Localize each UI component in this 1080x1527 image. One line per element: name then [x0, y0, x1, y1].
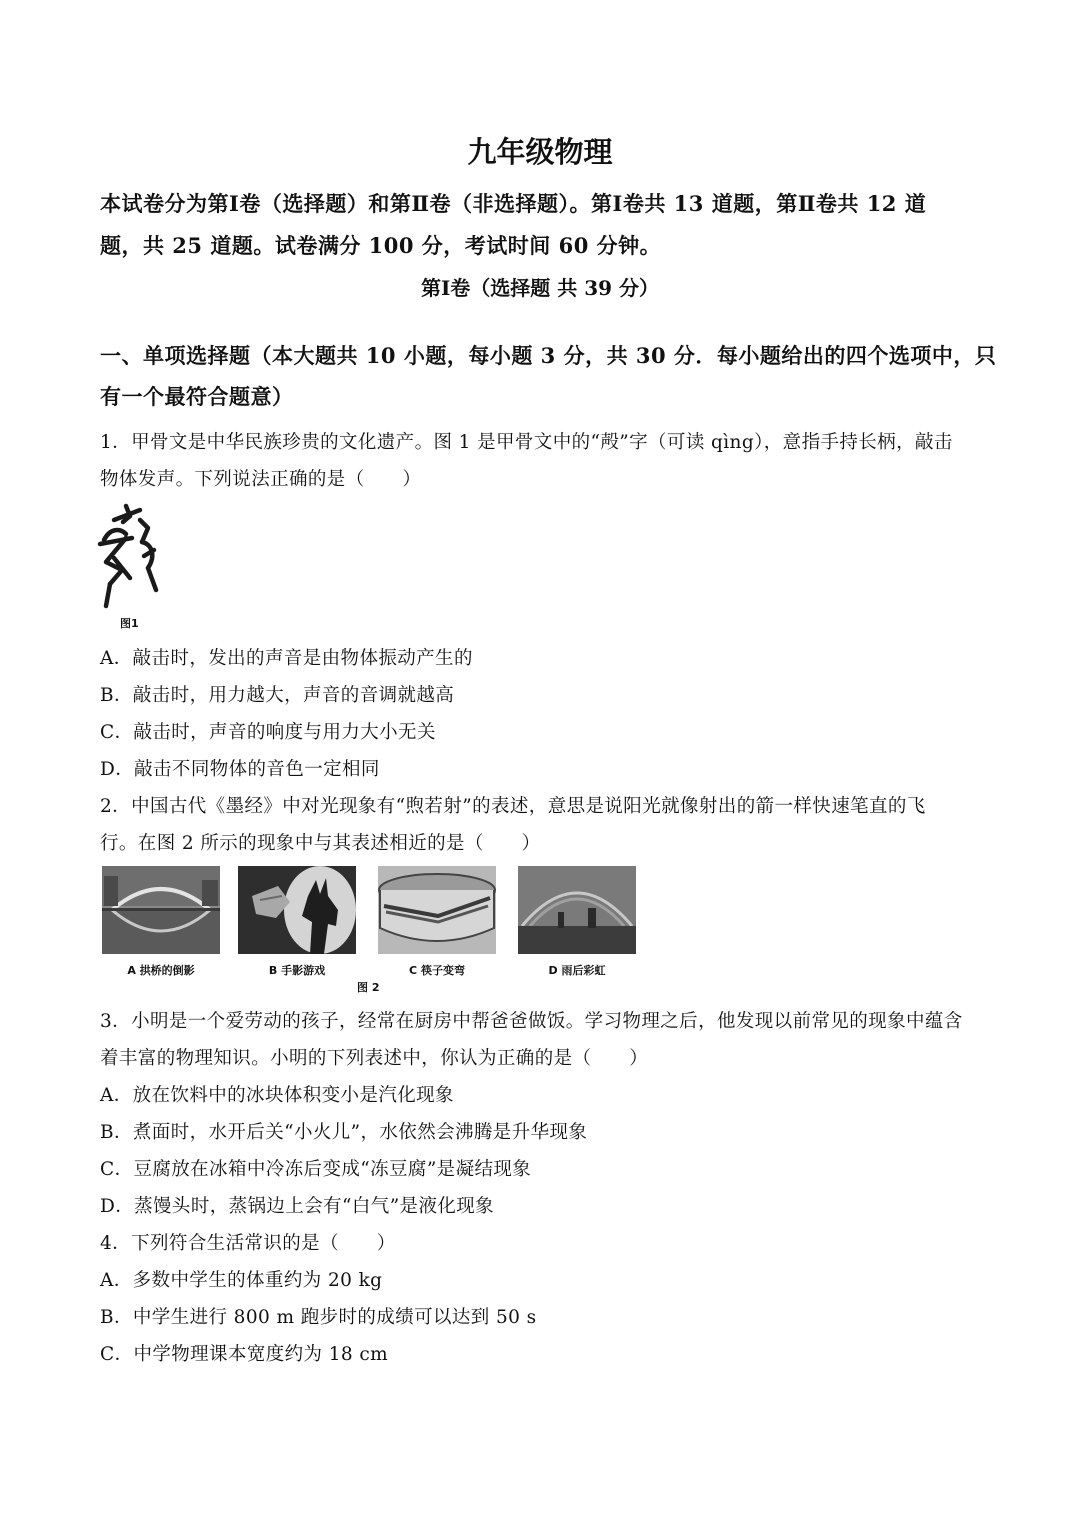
intro-line-1: 本试卷分为第Ⅰ卷（选择题）和第Ⅱ卷（非选择题）。第Ⅰ卷共 13 道题，第Ⅱ卷共 12 道	[100, 191, 927, 216]
figure-2-label: 图 2	[357, 981, 380, 994]
q1-stem-line-1: 1．甲骨文是中华民族珍贵的文化遗产。图 1 是甲骨文中的“殸”字（可读 qìng），意指手持长柄，敲击	[100, 432, 953, 453]
q1-option-b: B．敲击时，用力越大，声音的音调就越高	[100, 685, 455, 706]
figure-1-label: 图1	[120, 617, 139, 630]
q4-stem: 4．下列符合生活常识的是（ ）	[100, 1233, 396, 1254]
photo-label-b: B 手影游戏	[268, 964, 326, 977]
hand-shadow-photo	[238, 866, 356, 954]
page-title: 九年级物理	[467, 135, 613, 169]
photo-label-d: D 雨后彩虹	[548, 964, 606, 977]
q3-option-d: D．蒸馒头时，蒸锅边上会有“白气”是液化现象	[100, 1196, 495, 1217]
section1-line-2: 有一个最符合题意）	[100, 384, 294, 409]
intro-line-2: 题，共 25 道题。试卷满分 100 分，考试时间 60 分钟。	[100, 233, 662, 258]
q2-stem-line-1: 2．中国古代《墨经》中对光现象有“煦若射”的表述，意思是说阳光就像射出的箭一样快速笔直的飞	[100, 796, 926, 817]
photo-label-a: A 拱桥的倒影	[127, 964, 195, 977]
photo-label-c: C 筷子变弯	[409, 964, 465, 977]
q2-stem-line-2: 行。在图 2 所示的现象中与其表述相近的是（ ）	[100, 833, 541, 854]
q3-stem-line-2: 着丰富的物理知识。小明的下列表述中，你认为正确的是（ ）	[100, 1048, 649, 1069]
q1-stem-line-2: 物体发声。下列说法正确的是（ ）	[100, 469, 422, 490]
q1-option-d: D．敲击不同物体的音色一定相同	[100, 759, 380, 780]
q3-option-c: C．豆腐放在冰箱中冷冻后变成“冻豆腐”是凝结现象	[100, 1159, 532, 1180]
q1-option-a: A．敲击时，发出的声音是由物体振动产生的	[100, 648, 473, 669]
q4-option-b: B．中学生进行 800 m 跑步时的成绩可以达到 50 s	[100, 1307, 537, 1328]
q4-option-a: A．多数中学生的体重约为 20 kg	[100, 1270, 383, 1291]
rainbow-photo	[518, 866, 636, 954]
part1-heading: 第Ⅰ卷（选择题 共 39 分）	[420, 276, 660, 300]
q4-option-c: C．中学物理课本宽度约为 18 cm	[100, 1344, 389, 1365]
arch-bridge-photo	[102, 866, 220, 954]
oracle-bone-character-figure	[96, 498, 166, 630]
figure-2-photos	[102, 866, 642, 996]
q3-option-b: B．煮面时，水开后关“小火儿”，水依然会沸腾是升华现象	[100, 1122, 588, 1143]
q1-option-c: C．敲击时，声音的响度与用力大小无关	[100, 722, 436, 743]
q3-stem-line-1: 3．小明是一个爱劳动的孩子，经常在厨房中帮爸爸做饭。学习物理之后，他发现以前常见的现象中蕴含	[100, 1011, 963, 1032]
section1-line-1: 一、单项选择题（本大题共 10 小题，每小题 3 分，共 30 分．每小题给出的四个选项中，只	[100, 343, 997, 368]
q3-option-a: A．放在饮料中的冰块体积变小是汽化现象	[100, 1085, 454, 1106]
bent-chopstick-photo	[378, 866, 496, 954]
